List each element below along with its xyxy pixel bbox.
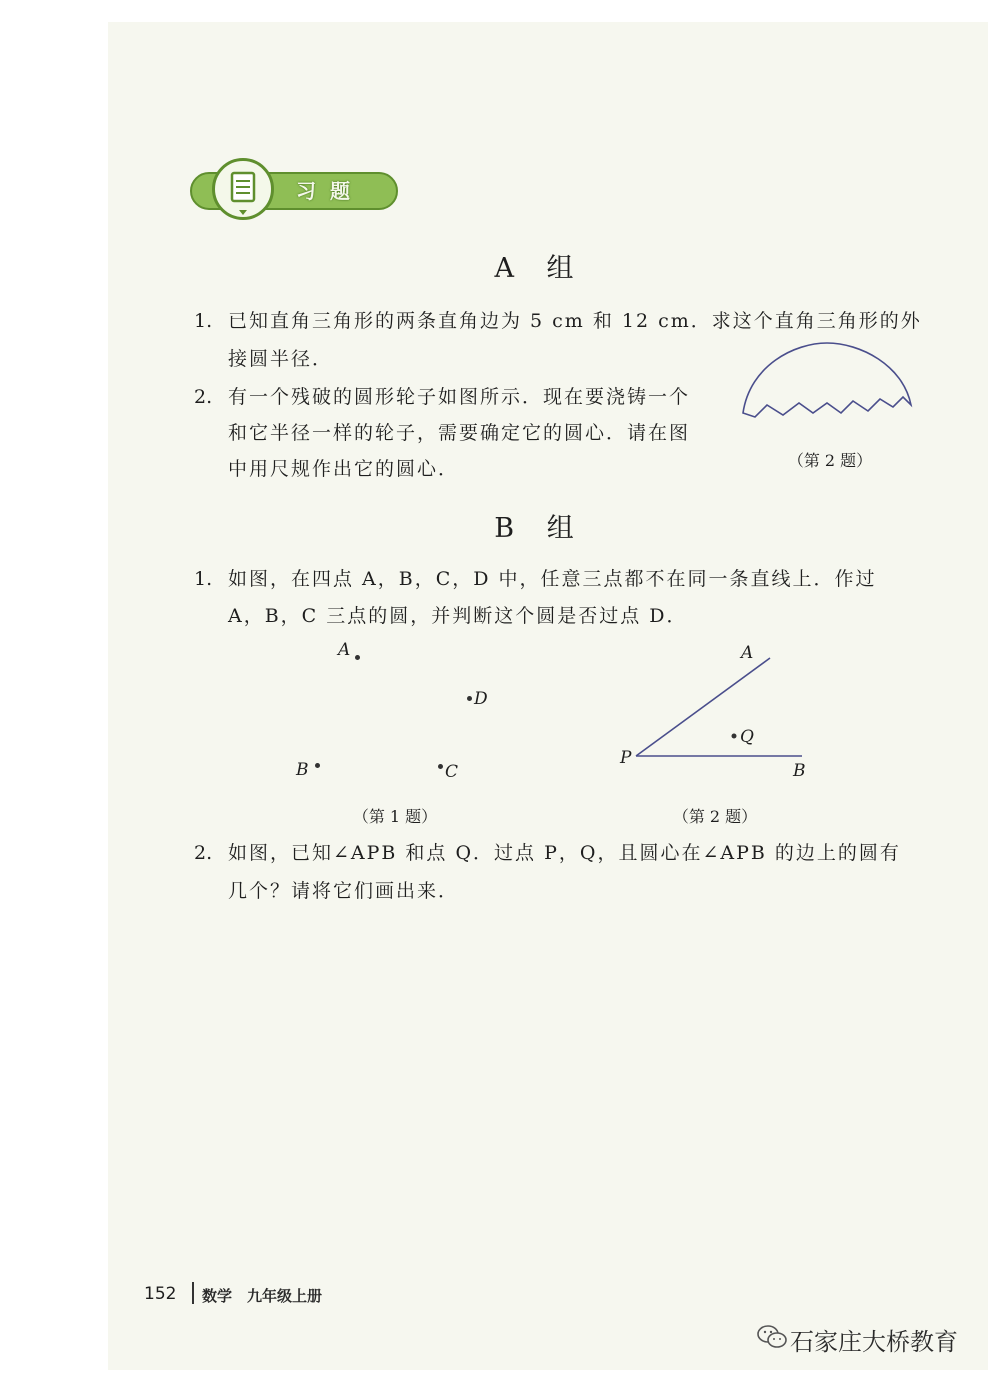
group-a-title: A 组	[494, 253, 586, 284]
page-number: 152	[144, 1284, 177, 1304]
b-q2-line1: 如图，已知∠APB 和点 Q．过点 P，Q，且圆心在∠APB 的边上的圆有	[228, 842, 901, 864]
b-q1-line2: A，B，C 三点的圆，并判断这个圆是否过点 D．	[228, 605, 688, 627]
banner-label: 习题	[296, 179, 364, 203]
textbook-page	[108, 22, 988, 1370]
fig1-point-a	[355, 655, 360, 660]
a-q1-line2: 接圆半径．	[228, 348, 334, 370]
broken-wheel-figure	[735, 335, 920, 435]
fig2-label-a: A	[741, 643, 754, 663]
b-q2-number: 2.	[194, 842, 213, 864]
footer-separator	[192, 1282, 194, 1304]
b-fig2-caption: （第 2 题）	[672, 807, 758, 826]
a-fig2-caption: （第 2 题）	[787, 451, 873, 470]
notebook-icon	[212, 158, 274, 220]
fig1-point-c	[438, 764, 443, 769]
fig1-label-c: C	[445, 762, 459, 782]
a-q2-line3: 中用尺规作出它的圆心．	[228, 458, 460, 480]
watermark-text: 石家庄大桥教育	[790, 1328, 958, 1356]
b-q1-number: 1.	[194, 568, 213, 590]
b-q2-line2: 几个？请将它们画出来．	[228, 880, 460, 902]
fig1-point-b	[315, 763, 320, 768]
a-q2-line2: 和它半径一样的轮子，需要确定它的圆心．请在图	[228, 422, 691, 444]
fig2-label-q: Q	[740, 727, 754, 747]
b-q1-line1: 如图，在四点 A，B，C，D 中，任意三点都不在同一条直线上．作过	[228, 568, 877, 590]
a-q1-line1: 已知直角三角形的两条直角边为 5 cm 和 12 cm．求这个直角三角形的外	[228, 310, 922, 332]
a-q2-line1: 有一个残破的圆形轮子如图所示．现在要浇铸一个	[228, 386, 691, 408]
a-q2-number: 2.	[194, 386, 213, 408]
b-fig1-caption: （第 1 题）	[352, 807, 438, 826]
wechat-icon	[756, 1322, 788, 1352]
fig2-label-b: B	[793, 761, 806, 781]
a-q1-number: 1.	[194, 310, 213, 332]
fig1-label-d: D	[474, 689, 488, 709]
book-title: 数学 九年级上册	[202, 1287, 323, 1305]
fig2-label-p: P	[620, 748, 632, 768]
fig1-label-a: A	[338, 640, 351, 660]
fig1-point-d	[467, 696, 472, 701]
angle-apb-figure	[630, 650, 820, 770]
fig1-label-b: B	[296, 760, 309, 780]
group-b-title: B 组	[494, 513, 586, 544]
